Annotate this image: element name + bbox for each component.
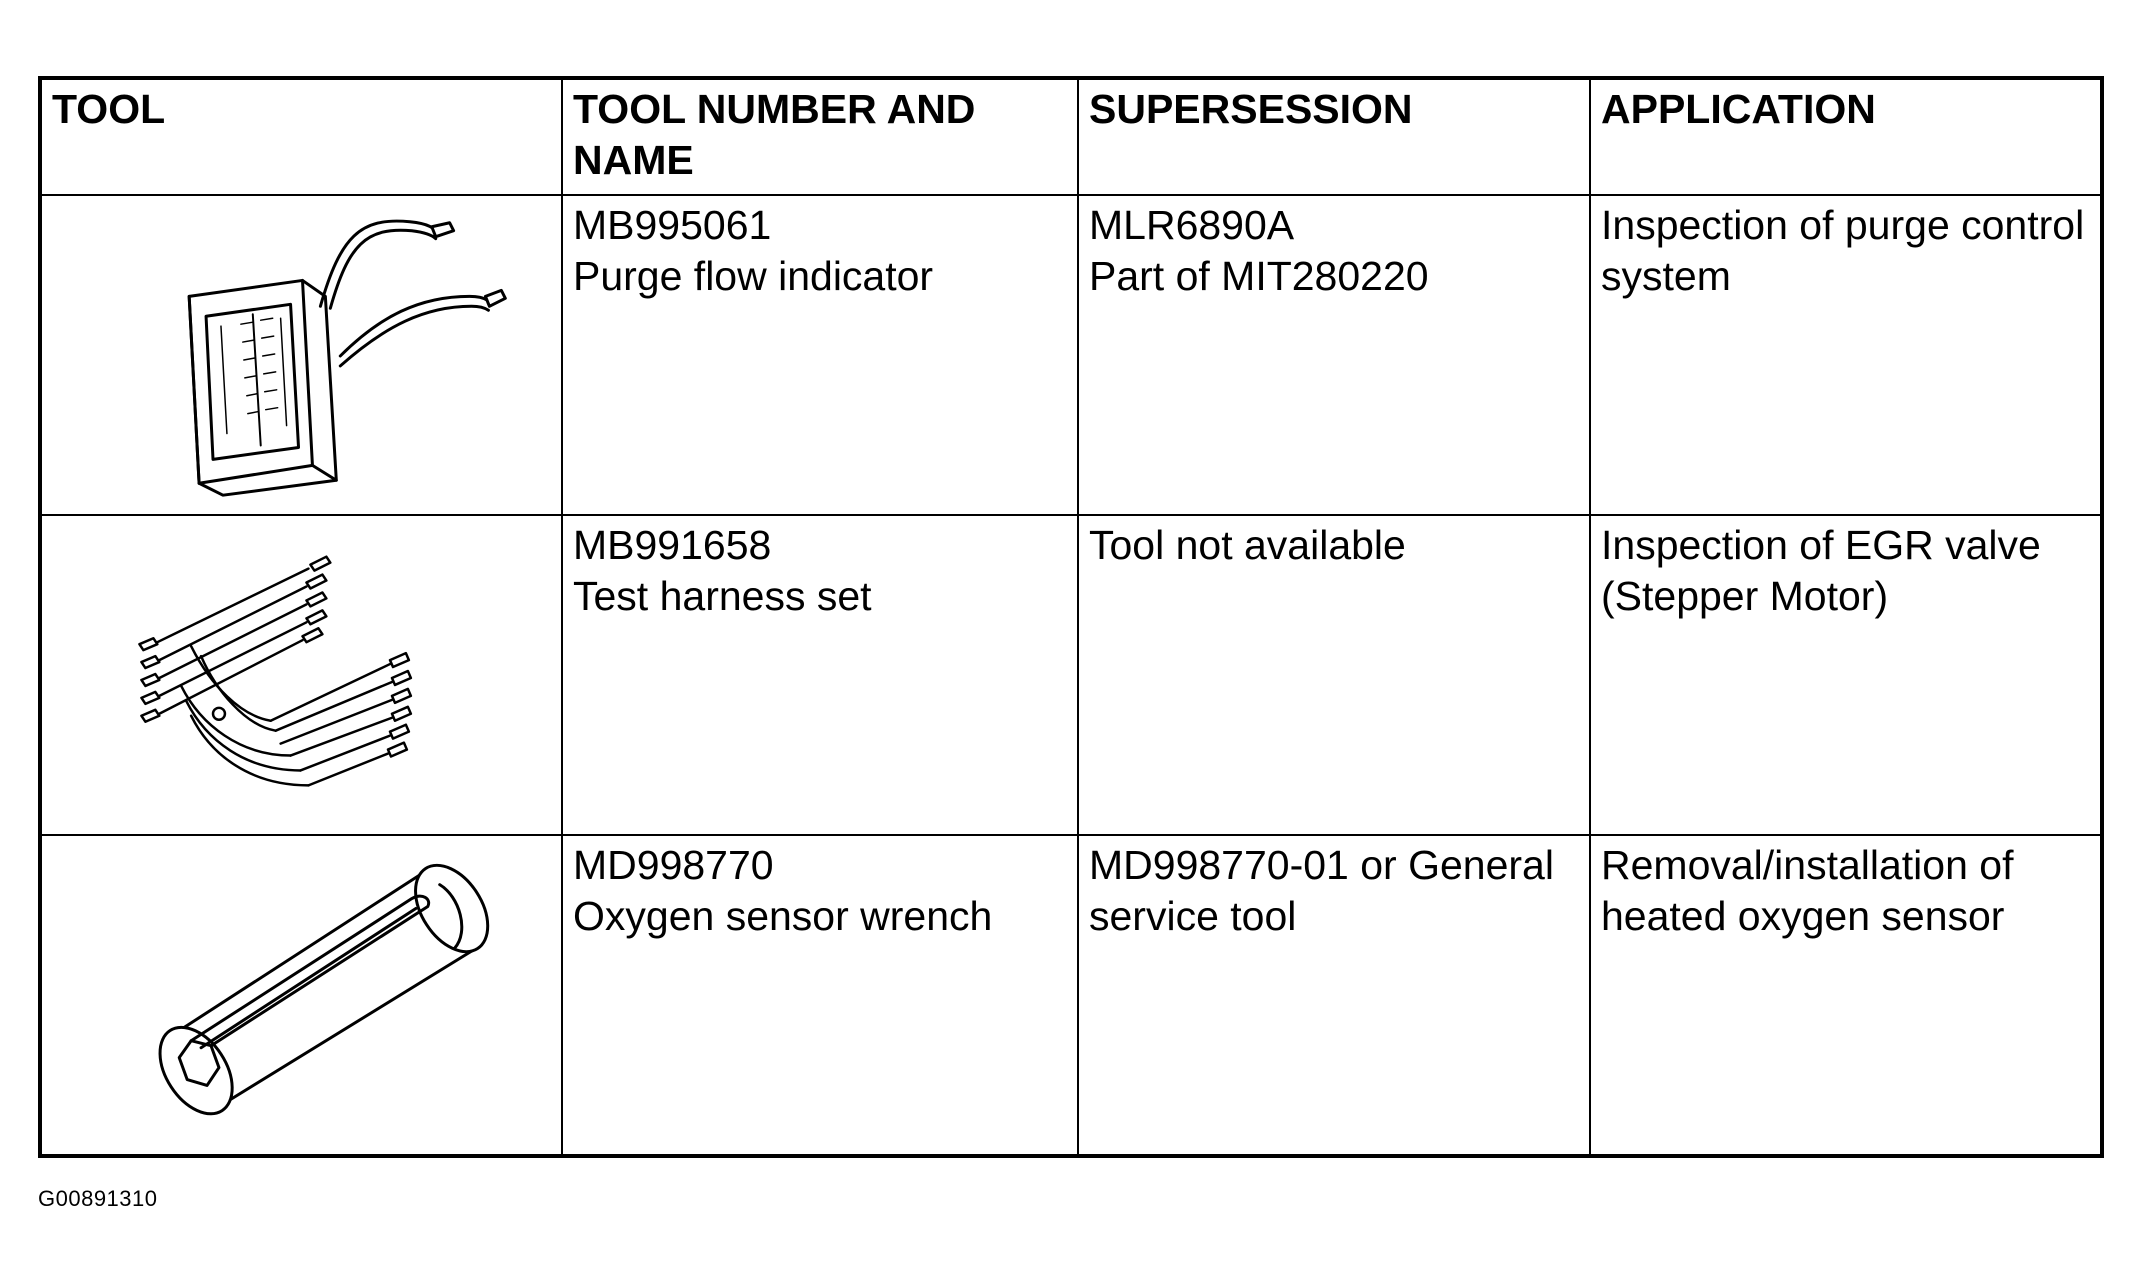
tool-number: MD998770 xyxy=(573,842,774,888)
tool-illustration-cell xyxy=(40,515,562,835)
application-text: Inspection of purge control system xyxy=(1601,202,2085,299)
supersession-text: Part of MIT280220 xyxy=(1089,253,1429,299)
supersession-cell xyxy=(1078,835,1590,1156)
application-cell xyxy=(1590,835,2102,1156)
supersession-text: MLR6890A xyxy=(1089,202,1295,248)
application-cell xyxy=(1590,195,2102,515)
tool-name: Test harness set xyxy=(573,573,872,619)
tool-name: Purge flow indicator xyxy=(573,253,934,299)
tool-illustration-cell xyxy=(40,195,562,515)
table-row xyxy=(40,195,2102,515)
header-tool-number-and-name: TOOL NUMBER AND NAME xyxy=(562,78,1078,195)
table-header-row xyxy=(40,78,2102,195)
figure-id: G00891310 xyxy=(38,1186,158,1211)
application-text: Inspection of EGR valve (Stepper Motor) xyxy=(1601,522,2041,619)
supersession-cell xyxy=(1078,195,1590,515)
tool-number-and-name-cell xyxy=(562,195,1078,515)
test-harness-set-icon xyxy=(42,516,561,834)
special-tools-table xyxy=(38,76,2104,1158)
supersession-text: MD998770-01 or General service tool xyxy=(1089,842,1554,939)
oxygen-sensor-wrench-icon xyxy=(42,836,561,1154)
tool-name: Oxygen sensor wrench xyxy=(573,893,993,939)
supersession-cell xyxy=(1078,515,1590,835)
tool-illustration-cell xyxy=(40,835,562,1156)
header-tool: TOOL xyxy=(40,78,562,195)
header-supersession: SUPERSESSION xyxy=(1078,78,1590,195)
supersession-text: Tool not available xyxy=(1089,522,1406,568)
tool-number-and-name-cell xyxy=(562,515,1078,835)
header-application: APPLICATION xyxy=(1590,78,2102,195)
tool-number: MB995061 xyxy=(573,202,772,248)
tool-number-and-name-cell xyxy=(562,835,1078,1156)
application-text: Removal/installation of heated oxygen sensor xyxy=(1601,842,2014,939)
table-row xyxy=(40,835,2102,1156)
tool-number: MB991658 xyxy=(573,522,772,568)
purge-flow-indicator-icon xyxy=(42,196,561,514)
table-row xyxy=(40,515,2102,835)
application-cell xyxy=(1590,515,2102,835)
